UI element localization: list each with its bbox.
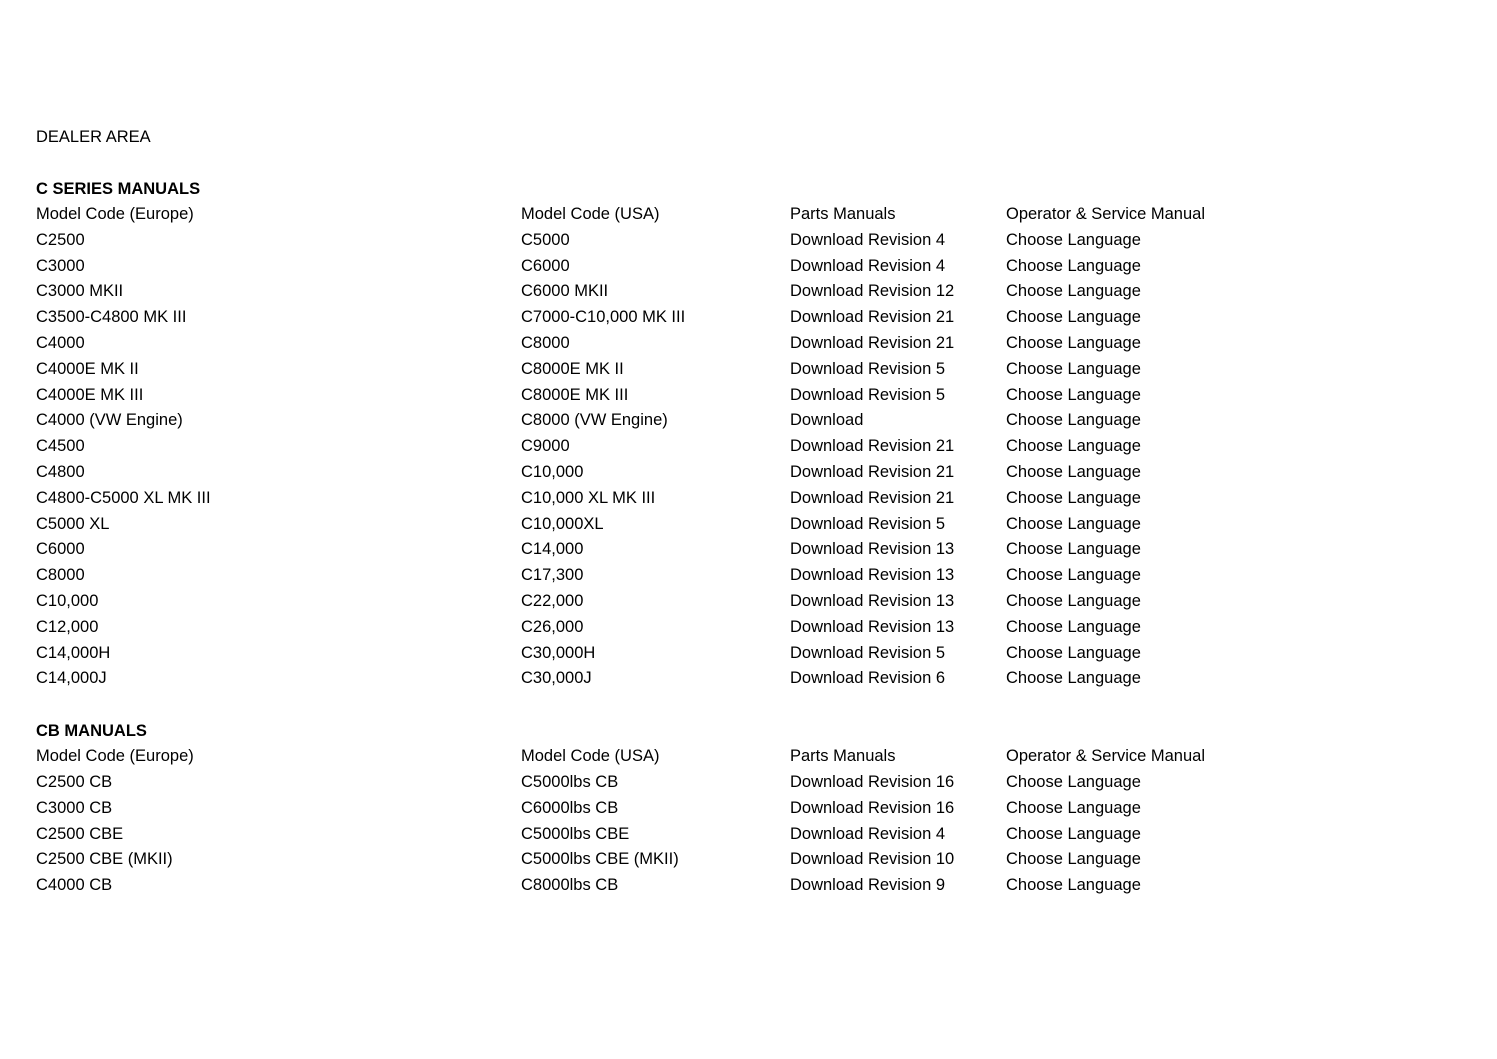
choose-language-link[interactable]: Choose Language	[1006, 669, 1141, 688]
model-code-usa: C14,000	[521, 540, 584, 559]
page-title: DEALER AREA	[36, 128, 151, 146]
parts-manual-download-link[interactable]: Download Revision 5	[790, 385, 946, 404]
table-row	[36, 873, 1456, 899]
table-row	[36, 408, 1456, 434]
manual-sections	[36, 176, 1456, 899]
choose-language-link[interactable]: Choose Language	[1006, 308, 1141, 327]
table-row	[36, 770, 1456, 796]
parts-manual-download-link[interactable]: Download Revision 9	[790, 876, 946, 895]
model-code-usa: C6000 MKII	[521, 282, 609, 301]
header-operator-service: Operator & Service Manual	[1006, 205, 1206, 223]
choose-language-link[interactable]: Choose Language	[1006, 333, 1141, 352]
choose-language-link[interactable]: Choose Language	[1006, 282, 1141, 301]
parts-manual-download-link[interactable]: Download Revision 21	[790, 437, 955, 456]
parts-manual-download-link[interactable]: Download Revision 21	[790, 488, 955, 507]
parts-manual-download-link[interactable]: Download Revision 5	[790, 643, 946, 662]
choose-language-link[interactable]: Choose Language	[1006, 411, 1141, 430]
section-title: C SERIES MANUALS	[36, 180, 201, 198]
model-code-europe: C4800-C5000 XL MK III	[36, 488, 211, 507]
header-parts-manuals: Parts Manuals	[790, 205, 896, 223]
parts-manual-download-link[interactable]: Download Revision 21	[790, 308, 955, 327]
choose-language-link[interactable]: Choose Language	[1006, 437, 1141, 456]
model-code-usa: C26,000	[521, 617, 584, 636]
table-row	[36, 254, 1456, 280]
table-row	[36, 615, 1456, 641]
header-model-usa: Model Code (USA)	[521, 747, 660, 766]
model-code-europe: C3000	[36, 256, 85, 275]
model-code-europe: C2500 CBE	[36, 824, 124, 843]
model-code-usa: C10,000XL	[521, 514, 604, 533]
choose-language-link[interactable]: Choose Language	[1006, 385, 1141, 404]
table-row	[36, 796, 1456, 822]
parts-manual-download-link[interactable]: Download Revision 16	[790, 772, 955, 791]
header-model-europe: Model Code (Europe)	[36, 205, 194, 223]
table-row	[36, 305, 1456, 331]
model-code-usa: C6000lbs CB	[521, 798, 619, 817]
model-code-europe: C3000 MKII	[36, 282, 124, 301]
choose-language-link[interactable]: Choose Language	[1006, 876, 1141, 895]
choose-language-link[interactable]: Choose Language	[1006, 850, 1141, 869]
dealer-page	[36, 124, 1456, 925]
parts-manual-download-link[interactable]: Download Revision 5	[790, 514, 946, 533]
header-operator-service: Operator & Service Manual	[1006, 747, 1206, 766]
model-code-europe: C4800	[36, 462, 85, 481]
table-header-row	[36, 744, 1456, 770]
table-row	[36, 666, 1456, 692]
parts-manual-download-link[interactable]: Download Revision 13	[790, 591, 955, 610]
choose-language-link[interactable]: Choose Language	[1006, 488, 1141, 507]
table-row	[36, 641, 1456, 667]
header-parts-manuals: Parts Manuals	[790, 747, 896, 766]
choose-language-link[interactable]: Choose Language	[1006, 798, 1141, 817]
choose-language-link[interactable]: Choose Language	[1006, 824, 1141, 843]
model-code-usa: C10,000	[521, 462, 584, 481]
model-code-usa: C6000	[521, 256, 570, 275]
model-code-usa: C5000lbs CB	[521, 772, 619, 791]
table-row	[36, 331, 1456, 357]
model-code-europe: C14,000H	[36, 643, 111, 662]
parts-manual-download-link[interactable]: Download Revision 13	[790, 617, 955, 636]
choose-language-link[interactable]: Choose Language	[1006, 617, 1141, 636]
parts-manual-download-link[interactable]: Download Revision 4	[790, 230, 946, 249]
table-header-row	[36, 202, 1456, 228]
model-code-europe: C14,000J	[36, 669, 107, 688]
parts-manual-download-link[interactable]: Download Revision 13	[790, 566, 955, 585]
table-row	[36, 383, 1456, 409]
model-code-europe: C10,000	[36, 591, 99, 610]
model-code-europe: C2500 CB	[36, 772, 113, 791]
choose-language-link[interactable]: Choose Language	[1006, 359, 1141, 378]
model-code-europe: C4000E MK III	[36, 385, 144, 404]
model-code-europe: C2500	[36, 230, 85, 249]
manual-section	[36, 176, 1456, 692]
model-code-europe: C2500 CBE (MKII)	[36, 850, 173, 869]
model-code-europe: C4000E MK II	[36, 359, 139, 378]
model-code-usa: C17,300	[521, 566, 584, 585]
parts-manual-download-link[interactable]: Download Revision 12	[790, 282, 955, 301]
model-code-usa: C30,000J	[521, 669, 592, 688]
parts-manual-download-link[interactable]: Download Revision 13	[790, 540, 955, 559]
choose-language-link[interactable]: Choose Language	[1006, 256, 1141, 275]
table-row	[36, 357, 1456, 383]
table-row	[36, 537, 1456, 563]
parts-manual-download-link[interactable]: Download Revision 21	[790, 462, 955, 481]
section-title: CB MANUALS	[36, 722, 147, 741]
parts-manual-download-link[interactable]: Download Revision 10	[790, 850, 955, 869]
parts-manual-download-link[interactable]: Download Revision 21	[790, 333, 955, 352]
table-row	[36, 228, 1456, 254]
parts-manual-download-link[interactable]: Download Revision 5	[790, 359, 946, 378]
table-row	[36, 486, 1456, 512]
table-row	[36, 434, 1456, 460]
model-code-usa: C10,000 XL MK III	[521, 488, 656, 507]
model-code-usa: C5000lbs CBE	[521, 824, 630, 843]
model-code-europe: C3000 CB	[36, 798, 113, 817]
model-code-europe: C4000 (VW Engine)	[36, 411, 183, 430]
model-code-usa: C5000	[521, 230, 570, 249]
choose-language-link[interactable]: Choose Language	[1006, 591, 1141, 610]
model-code-usa: C9000	[521, 437, 570, 456]
model-code-usa: C30,000H	[521, 643, 596, 662]
model-code-europe: C5000 XL	[36, 514, 110, 533]
parts-manual-download-link[interactable]: Download Revision 6	[790, 669, 946, 688]
model-code-usa: C22,000	[521, 591, 584, 610]
model-code-usa: C7000-C10,000 MK III	[521, 308, 686, 327]
parts-manual-download-link[interactable]: Download Revision 16	[790, 798, 955, 817]
model-code-europe: C4000 CB	[36, 876, 113, 895]
table-row	[36, 822, 1456, 848]
table-row	[36, 563, 1456, 589]
choose-language-link[interactable]: Choose Language	[1006, 566, 1141, 585]
model-code-europe: C3500-C4800 MK III	[36, 308, 187, 327]
parts-manual-download-link[interactable]: Download Revision 4	[790, 256, 946, 275]
table-row	[36, 460, 1456, 486]
choose-language-link[interactable]: Choose Language	[1006, 643, 1141, 662]
choose-language-link[interactable]: Choose Language	[1006, 772, 1141, 791]
choose-language-link[interactable]: Choose Language	[1006, 230, 1141, 249]
manual-section	[36, 718, 1456, 899]
model-code-usa: C8000	[521, 333, 570, 352]
table-row	[36, 589, 1456, 615]
table-row	[36, 847, 1456, 873]
parts-manual-download-link[interactable]: Download Revision 4	[790, 824, 946, 843]
model-code-usa: C8000lbs CB	[521, 876, 619, 895]
model-code-usa: C5000lbs CBE (MKII)	[521, 850, 679, 869]
choose-language-link[interactable]: Choose Language	[1006, 514, 1141, 533]
model-code-europe: C4500	[36, 437, 85, 456]
model-code-usa: C8000E MK III	[521, 385, 629, 404]
header-model-usa: Model Code (USA)	[521, 205, 660, 223]
header-model-europe: Model Code (Europe)	[36, 747, 194, 766]
table-row	[36, 512, 1456, 538]
table-row	[36, 279, 1456, 305]
model-code-usa: C8000E MK II	[521, 359, 624, 378]
model-code-europe: C12,000	[36, 617, 99, 636]
model-code-usa: C8000 (VW Engine)	[521, 411, 668, 430]
model-code-europe: C6000	[36, 540, 85, 559]
choose-language-link[interactable]: Choose Language	[1006, 462, 1141, 481]
model-code-europe: C4000	[36, 333, 85, 352]
choose-language-link[interactable]: Choose Language	[1006, 540, 1141, 559]
parts-manual-download-link[interactable]: Download	[790, 411, 864, 430]
model-code-europe: C8000	[36, 566, 85, 585]
